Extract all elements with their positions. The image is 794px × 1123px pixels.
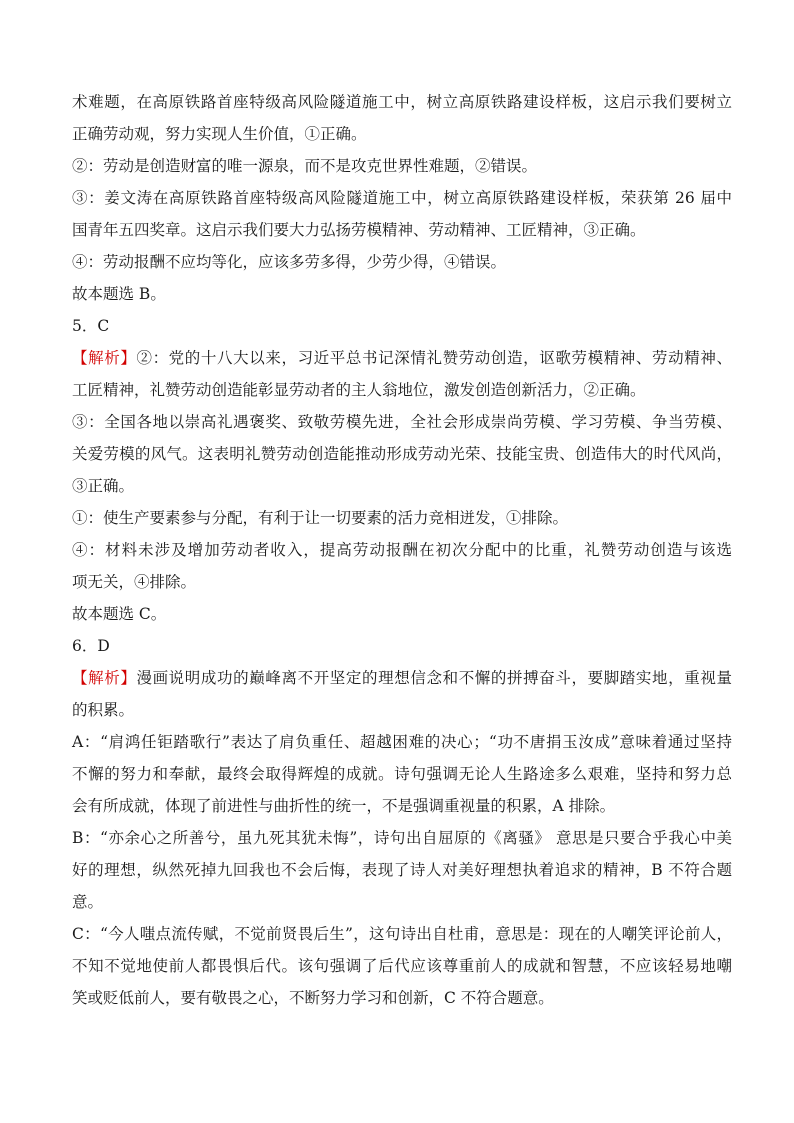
text-segment: 国青年五四奖章。这启示我们要大力弘扬劳模精神、劳动精神、工匠精神，③正确。 [72,221,646,239]
text-line [72,694,732,726]
text-segment: ①：使生产要素参与分配，有利于让一切要素的活力竞相迸发，①排除。 [72,509,569,527]
text-segment: A：“肩鸿任钜踏歌行”表达了肩负重任、超越困难的决心；“功不唐捐玉汝成”意味着通过坚持 [72,733,732,751]
text-segment: 不懈的努力和奉献，最终会取得辉煌的成就。诗句强调无论人生路途多么艰难，坚持和努力总 [72,765,732,783]
text-segment: C：“今人嗤点流传赋，不觉前贤畏后生”，这句诗出自杜甫，意思是：现在的人嘲笑评论前人， [72,925,732,943]
text-line [72,214,732,246]
text-line [72,278,732,310]
text-segment: 项无关，④排除。 [72,573,197,591]
text-line [72,534,732,566]
text-segment: 术难题，在高原铁路首座特级高风险隧道施工中，树立高原铁路建设样板，这启示我们要树立 [72,93,732,111]
text-segment: 故本题选 C。 [72,605,167,623]
text-segment: 笑或贬低前人，要有敬畏之心，不断努力学习和创新，C 不符合题意。 [72,989,554,1007]
text-line [72,86,732,118]
analysis-label: 【解析】 [72,669,137,687]
text-segment: 会有所成就，体现了前进性与曲折性的统一，不是强调重视量的积累，A 排除。 [72,797,616,815]
text-line [72,886,732,918]
text-segment: 好的理想，纵然死掉九回我也不会后悔，表现了诗人对美好理想执着追求的精神，B 不符合题 [72,861,732,879]
text-line [72,150,732,182]
text-line [72,662,732,694]
text-segment: ③正确。 [72,477,135,495]
text-line [72,598,732,630]
text-line [72,406,732,438]
analysis-label: 【解析】 [72,349,137,367]
text-line [72,950,732,982]
text-segment: ③：姜文涛在高原铁路首座特级高风险隧道施工中，树立高原铁路建设样板，荣获第 26 届中 [72,189,732,207]
text-line [72,918,732,950]
text-line [72,470,732,502]
text-segment: ②：劳动是创造财富的唯一源泉，而不是攻克世界性难题，②错误。 [72,157,538,175]
text-line [72,374,732,406]
text-segment: 的积累。 [72,701,135,719]
text-line [72,982,732,1014]
text-segment: 漫画说明成功的巅峰离不开坚定的理想信念和不懈的拼搏奋斗，要脚踏实地，重视量 [136,669,732,687]
text-line [72,758,732,790]
text-segment: 故本题选 B。 [72,285,166,303]
text-segment: 正确劳动观，努力实现人生价值，①正确。 [72,125,367,143]
text-line [72,310,732,342]
text-segment: B：“亦余心之所善兮，虽九死其犹未悔”，诗句出自屈原的《离骚》 意思是只要合乎我心中美 [72,829,732,847]
text-line [72,854,732,886]
text-segment: 工匠精神，礼赞劳动创造能彰显劳动者的主人翁地位，激发创造创新活力，②正确。 [72,381,646,399]
text-segment: 5．C [72,317,110,335]
text-line [72,822,732,854]
text-segment: 关爱劳模的风气。这表明礼赞劳动创造能推动形成劳动光荣、技能宝贵、创造伟大的时代风尚， [72,445,732,463]
text-line [72,726,732,758]
text-segment: 6．D [72,637,110,655]
text-line [72,246,732,278]
text-line [72,630,732,662]
text-segment: 意。 [72,893,104,911]
text-segment: 不知不觉地使前人都畏惧后代。该句强调了后代应该尊重前人的成就和智慧，不应该轻易地嘲 [72,957,732,975]
text-line [72,118,732,150]
text-line [72,502,732,534]
text-segment: ④：劳动报酬不应均等化，应该多劳多得，少劳少得，④错误。 [72,253,507,271]
text-segment: ③：全国各地以崇高礼遇褒奖、致敬劳模先进，全社会形成崇尚劳模、学习劳模、争当劳模、 [72,413,732,431]
text-line [72,342,732,374]
answer-explanation-text [72,86,732,1014]
text-line [72,182,732,214]
text-segment: ②：党的十八大以来，习近平总书记深情礼赞劳动创造，讴歌劳模精神、劳动精神、 [136,349,732,367]
text-line [72,438,732,470]
text-segment: ④：材料未涉及增加劳动者收入，提高劳动报酬在初次分配中的比重，礼赞劳动创造与该选 [72,541,732,559]
text-line [72,790,732,822]
text-line [72,566,732,598]
